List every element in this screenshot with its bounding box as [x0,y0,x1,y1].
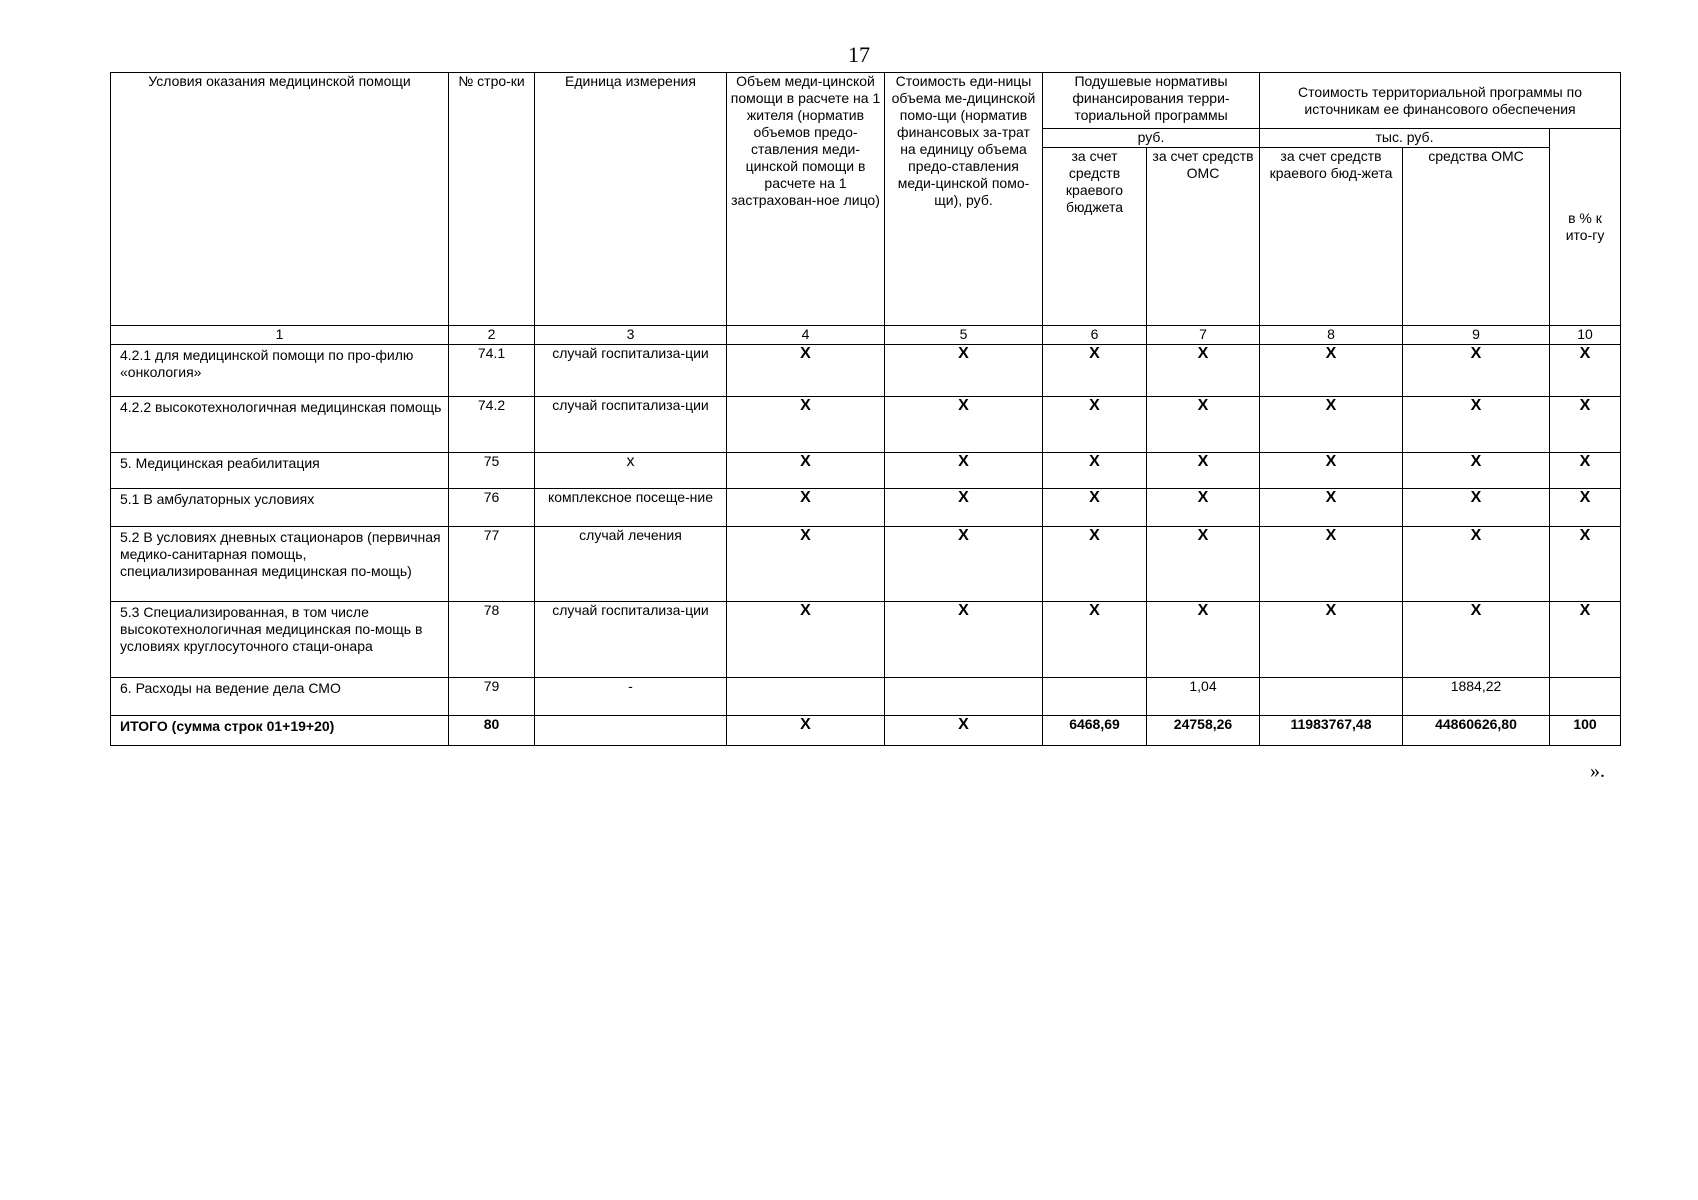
cell-regional-per-capita: X [1043,489,1147,527]
column-number: 3 [535,326,727,345]
cell-regional-per-capita: X [1043,527,1147,602]
cell-volume: X [727,453,885,489]
header-row-number: № стро-ки [449,73,535,326]
header-unit-cost: Стоимость еди-ницы объема ме-дицинской помо-щи (норматив финансовых за-трат на единицу объема предо-ставления меди-цинской помо-щи), руб. [885,73,1043,326]
column-number: 6 [1043,326,1147,345]
cell-regional-per-capita: X [1043,602,1147,678]
row-number: 78 [449,602,535,678]
row-name: 5.2 В условиях дневных стационаров (первичная медико-санитарная помощь, специализированная медицинская по-мощь) [111,527,449,602]
cell-unit-cost [885,678,1043,716]
cell-regional-per-capita: X [1043,345,1147,397]
header-row [111,73,1621,129]
column-number-row [111,326,1621,345]
column-number: 4 [727,326,885,345]
cell-percent: X [1550,602,1621,678]
cell-oms-per-capita: 24758,26 [1147,716,1260,746]
cell-oms-per-capita: X [1147,527,1260,602]
table-row [111,397,1621,453]
cell-oms-per-capita: X [1147,489,1260,527]
cell-percent: X [1550,397,1621,453]
column-number: 9 [1403,326,1550,345]
row-number: 75 [449,453,535,489]
row-number: 74.1 [449,345,535,397]
cell-oms-per-capita: X [1147,602,1260,678]
cell-oms-total: 44860626,80 [1403,716,1550,746]
row-unit: случай госпитализа-ции [535,345,727,397]
header-oms-per-capita: за счет средств ОМС [1147,148,1260,326]
cell-volume: X [727,602,885,678]
financing-table [110,72,1621,746]
column-number: 10 [1550,326,1621,345]
header-program-cost: Стоимость территориальной программы по источникам ее финансового обеспечения [1260,73,1621,129]
cell-oms-per-capita: X [1147,345,1260,397]
cell-percent [1550,678,1621,716]
row-name: 5.1 В амбулаторных условиях [111,489,449,527]
table-row [111,453,1621,489]
row-unit: случай госпитализа-ции [535,602,727,678]
header-percent: в % к ито-гу [1550,129,1621,326]
cell-oms-total: X [1403,397,1550,453]
cell-oms-per-capita: X [1147,453,1260,489]
cell-regional-per-capita: X [1043,453,1147,489]
column-number: 5 [885,326,1043,345]
header-conditions: Условия оказания медицинской помощи [111,73,449,326]
table-row [111,602,1621,678]
cell-volume [727,678,885,716]
cell-regional-total: X [1260,345,1403,397]
cell-percent: X [1550,453,1621,489]
row-unit: - [535,678,727,716]
column-number: 2 [449,326,535,345]
cell-volume: X [727,397,885,453]
page-number: 17 [848,42,870,67]
row-name: ИТОГО (сумма строк 01+19+20) [111,716,449,746]
cell-regional-total: X [1260,397,1403,453]
cell-unit-cost: X [885,602,1043,678]
row-name: 5. Медицинская реабилитация [111,453,449,489]
cell-oms-total: X [1403,527,1550,602]
cell-unit-cost: X [885,453,1043,489]
cell-regional-per-capita [1043,678,1147,716]
cell-percent: X [1550,489,1621,527]
cell-percent: X [1550,527,1621,602]
cell-percent: 100 [1550,716,1621,746]
column-number: 8 [1260,326,1403,345]
row-unit: случай лечения [535,527,727,602]
cell-regional-total: X [1260,527,1403,602]
header-rub: руб. [1043,129,1260,148]
cell-unit-cost: X [885,345,1043,397]
cell-regional-total: X [1260,453,1403,489]
closing-quote-mark: ». [1590,760,1605,782]
cell-volume: X [727,716,885,746]
cell-unit-cost: X [885,716,1043,746]
cell-unit-cost: X [885,397,1043,453]
row-number: 79 [449,678,535,716]
cell-oms-total: X [1403,345,1550,397]
row-number: 77 [449,527,535,602]
column-number: 1 [111,326,449,345]
cell-oms-per-capita: X [1147,397,1260,453]
row-unit [535,716,727,746]
cell-oms-per-capita: 1,04 [1147,678,1260,716]
row-name: 4.2.1 для медицинской помощи по про-филю «онкология» [111,345,449,397]
header-regional-budget-total: за счет средств краевого бюд-жета [1260,148,1403,326]
row-name: 6. Расходы на ведение дела СМО [111,678,449,716]
table-row [111,678,1621,716]
table-row [111,489,1621,527]
column-number: 7 [1147,326,1260,345]
cell-oms-total: X [1403,602,1550,678]
table-row [111,345,1621,397]
cell-volume: X [727,489,885,527]
cell-oms-total: 1884,22 [1403,678,1550,716]
cell-volume: X [727,345,885,397]
header-per-capita-norms: Подушевые нормативы финансирования терри-ториальной программы [1043,73,1260,129]
cell-regional-per-capita: X [1043,397,1147,453]
header-volume: Объем меди-цинской помощи в расчете на 1 жителя (норматив объемов предо-ставления меди-цинской помощи в расчете на 1 застрахован-ное лицо) [727,73,885,326]
row-name: 4.2.2 высокотехнологичная медицинская помощь [111,397,449,453]
cell-volume: X [727,527,885,602]
cell-regional-total: X [1260,489,1403,527]
header-thous-rub: тыс. руб. [1260,129,1550,148]
row-unit: x [535,453,727,489]
header-regional-budget-per-capita: за счет средств краевого бюджета [1043,148,1147,326]
cell-unit-cost: X [885,527,1043,602]
table-row [111,527,1621,602]
header-oms-total: средства ОМС [1403,148,1550,326]
row-number: 76 [449,489,535,527]
cell-oms-total: X [1403,489,1550,527]
header-unit: Единица измерения [535,73,727,326]
cell-regional-per-capita: 6468,69 [1043,716,1147,746]
row-name: 5.3 Специализированная, в том числе высокотехнологичная медицинская по-мощь в условиях круглосуточного стаци-онара [111,602,449,678]
row-number: 80 [449,716,535,746]
cell-oms-total: X [1403,453,1550,489]
row-unit: случай госпитализа-ции [535,397,727,453]
cell-unit-cost: X [885,489,1043,527]
total-row [111,716,1621,746]
cell-regional-total: 11983767,48 [1260,716,1403,746]
row-number: 74.2 [449,397,535,453]
cell-regional-total: X [1260,602,1403,678]
cell-regional-total [1260,678,1403,716]
cell-percent: X [1550,345,1621,397]
row-unit: комплексное посеще-ние [535,489,727,527]
